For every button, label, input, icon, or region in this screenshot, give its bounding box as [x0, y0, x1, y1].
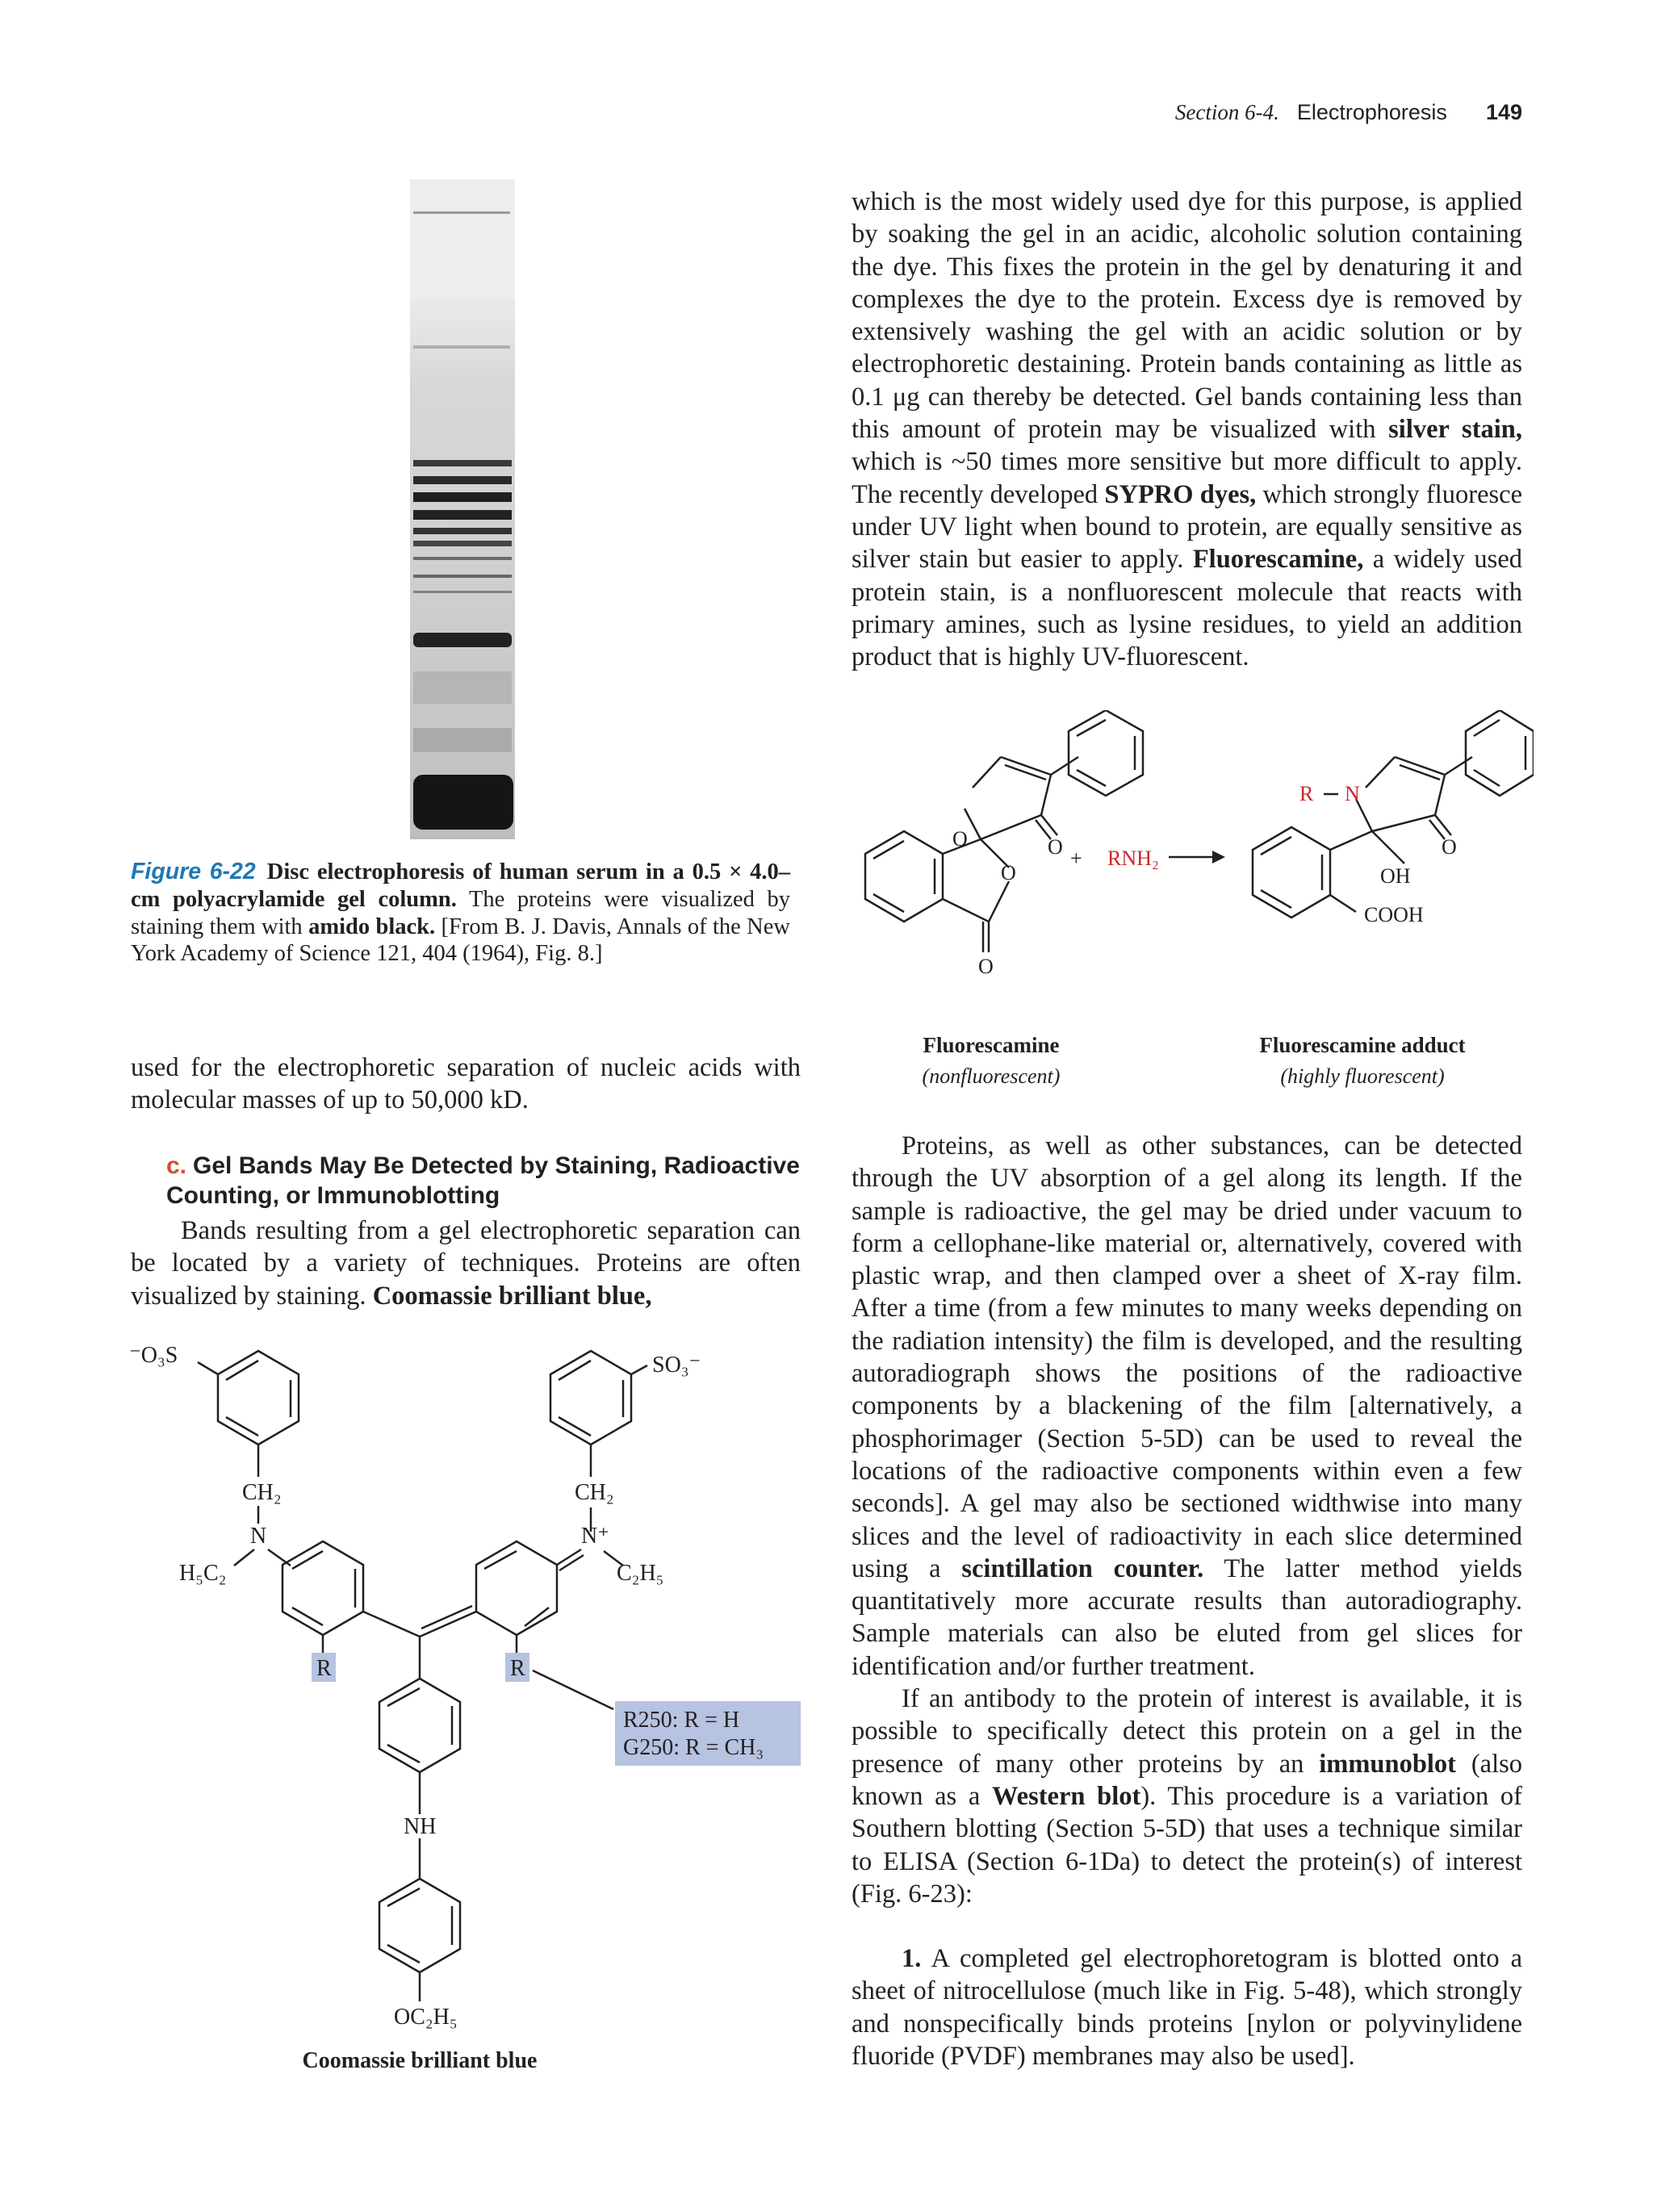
fluorescamine-term: Fluorescamine,: [1192, 545, 1364, 575]
fluorescamine-reaction: [839, 710, 1534, 1114]
n-left: N: [250, 1524, 267, 1549]
right-para2-a: Proteins, as well as other substances, can be detected through the UV absorption of a gel along its length. If the sample is radioactive, the gel may be dried under vacuum to form a cellophane-like material or, alternatively, covered with plastic wrap, and then clamped over a sheet of X-ray film. After a time (from a few minutes to many weeks depending on the radiation intensity) the film is developed, and the resulting autoradiograph shows the positions of the radioactive components by a blackening of the film [alternatively, a phosphorimager (Section 5-5D) can be used to reveal the locations of the radioactive components within even a few seconds]. A gel may also be sectioned widthwise into many slices and the level of radioactivity in each slice determined using a: [852, 1131, 1522, 1583]
right-para1-d: a widely used protein stain, is a nonfluorescent molecule that reacts with primary amines, such as lysine residues, to yield an addition product that is highly UV-fluorescent.: [852, 545, 1523, 672]
right-para3-a: If an antibody to the protein of interest is available, it is possible to specifically detect this protein on a gel in the presence of many other proteins by an: [852, 1684, 1522, 1779]
o-carbonyl-bottom: O: [978, 955, 994, 978]
cooh-label: COOH: [1364, 903, 1424, 926]
fluorescamine-sub: (nonfluorescent): [922, 1064, 1061, 1088]
header-title: Electrophoresis: [1296, 100, 1447, 124]
section-title: Gel Bands May Be Detected by Staining, Radioactive Counting, or Immunoblotting: [166, 1152, 800, 1209]
o-lactone: O: [1001, 861, 1016, 884]
coomassie-name: Coomassie brilliant blue: [302, 2048, 538, 2073]
immunoblot-term: immunoblot: [1319, 1749, 1457, 1779]
right-para3-c: ). This procedure is a variation of Southern blotting (Section 5-5D) that uses a technique similar to ELISA (Section 6-1Da) to detect the protein(s) of interest (Fig. 6-23):: [852, 1781, 1522, 1909]
right-paragraph-1: [852, 186, 1522, 673]
figure-caption: [131, 859, 790, 968]
rnh2-reagent: RNH₂: [1107, 847, 1159, 870]
so3-left: ⁻O₃S: [129, 1343, 178, 1368]
caption-citation: [From B. J. Davis, Annals of the New York Academy of Science 121, 404 (1964), Fig. 8.]: [131, 914, 790, 967]
right-para1-a: which is the most widely used dye for this purpose, is applied by soaking the gel in an acidic, alcoholic solution containing the dye. This fixes the protein in the gel by denaturing it and complexes the dye to the protein. Excess dye is removed by extensively washing the gel with an acidic solution or by electrophoretic destaining. Protein bands containing as little as 0.1 μg can thereby be detected. Gel bands containing less than this amount of protein may be visualized with: [852, 187, 1522, 445]
o-product-carbonyl: O: [1442, 835, 1457, 859]
ch2-right: CH₂: [575, 1480, 614, 1505]
oh-label: OH: [1380, 864, 1411, 888]
list-item-1-text: A completed gel electrophoretogram is blotted onto a sheet of nitrocellulose (much like in Fig. 5-48), which strongly and nonspecifically binds proteins [nylon or polyvinylidene fluoride (PVDF) membranes may also be used].: [852, 1944, 1522, 2072]
so3-right: SO₃⁻: [652, 1353, 701, 1378]
right-paragraph-3: [852, 1683, 1522, 1910]
sypro-term: SYPRO dyes,: [1104, 479, 1257, 509]
right-para1-c: which strongly fluoresce under UV light when bound to protein, are equally sensitive as silver stain but easier to apply.: [852, 479, 1523, 575]
o-ring-top: O: [952, 827, 968, 851]
nh-label: NH: [404, 1814, 437, 1839]
right-para2-b: The latter method yields quantitatively more accurate results than autoradiography. Sample materials can also be eluted from gel slices for identification and/or further treatment.: [852, 1553, 1523, 1681]
list-item-1: [852, 1942, 1522, 2072]
caption-title: Disc electrophoresis of human serum in a 0.5 × 4.0–cm polyacrylamide gel column.: [131, 859, 791, 912]
plus-sign: +: [1070, 847, 1082, 870]
section-heading: [166, 1151, 804, 1211]
r250-label: R250: R = H: [623, 1708, 740, 1733]
r-right: R: [510, 1656, 525, 1681]
figure-label: Figure 6-22: [131, 859, 256, 884]
fluorescamine-name: Fluorescamine: [923, 1033, 1060, 1057]
page-number: 149: [1485, 100, 1522, 124]
adduct-name: Fluorescamine adduct: [1259, 1033, 1466, 1057]
western-blot-term: Western blot: [991, 1781, 1141, 1811]
caption-amido: amido black.: [308, 914, 436, 939]
c2h5-label: C₂H₅: [617, 1561, 664, 1586]
coomassie-term: Coomassie brilliant blue,: [372, 1281, 652, 1311]
left-para1-text: used for the electrophoretic separation of nucleic acids with molecular masses of up to 50,000 kD.: [131, 1053, 801, 1115]
gel-photograph: [407, 179, 518, 839]
ch2-left: CH₂: [242, 1480, 282, 1505]
left-para2-text: Bands resulting from a gel electrophoretic separation can be located by a variety of techniques. Proteins are often visualized by staining.: [131, 1216, 801, 1311]
left-paragraph-2: [131, 1215, 801, 1312]
g250-label: G250: R = CH₃: [623, 1735, 764, 1760]
section-letter: c.: [166, 1152, 187, 1179]
right-paragraph-2: [852, 1130, 1522, 2072]
running-header: [1175, 100, 1522, 125]
adduct-sub: (highly fluorescent): [1280, 1064, 1445, 1088]
r-group: R: [1299, 782, 1314, 805]
right-para3-b: (also known as a: [852, 1749, 1523, 1811]
n-atom: N: [1345, 782, 1360, 805]
left-paragraph-1: [131, 1052, 801, 1117]
h5c2-label: H₅C₂: [179, 1561, 227, 1586]
scintillation-term: scintillation counter.: [961, 1553, 1204, 1583]
o-carbonyl-top: O: [1048, 835, 1063, 859]
r-left: R: [316, 1656, 332, 1681]
list-item-1-number: 1.: [902, 1944, 922, 1974]
right-para1-b: which is ~50 times more sensitive but more difficult to apply. The recently developed: [852, 447, 1522, 509]
caption-text: The proteins were visualized by staining them with: [131, 886, 790, 939]
oc2h5-label: OC₂H₅: [394, 2005, 458, 2030]
header-section: Section 6-4.: [1174, 100, 1279, 124]
coomassie-structure: [129, 1323, 807, 2098]
n-plus-right: N⁺: [581, 1524, 609, 1549]
silver-stain-term: silver stain,: [1388, 415, 1523, 445]
